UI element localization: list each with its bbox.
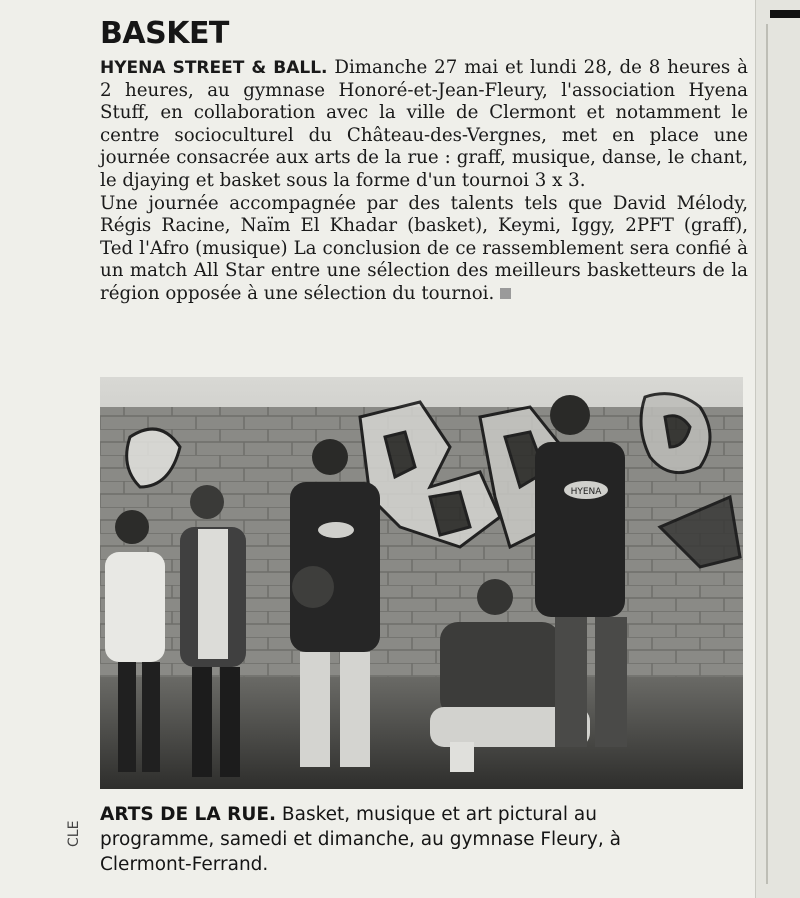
shirt-logo: HYENA xyxy=(570,487,602,497)
article-lead: HYENA STREET & BALL. xyxy=(100,58,328,78)
column-divider xyxy=(766,24,768,884)
section-kicker: BASKET xyxy=(100,16,229,51)
article xyxy=(100,16,748,306)
article-paragraph-1-text: Dimanche 27 mai et lundi 28, de 8 heures à 2 heures, au gymnase Honoré-et-Jean-Fleury, l'association Hyena Stuff, en collaboration avec la ville de Clermont et notamment le centre socioculturel du Château-des-Vergnes, met en place une journée consacrée aux arts de la rue : graff, musique, danse, le chant, le djaying et basket sous la forme d'un tournoi 3 x 3. xyxy=(100,57,748,191)
article-paragraph-1 xyxy=(100,57,748,193)
end-mark-icon xyxy=(500,288,511,299)
group-photo xyxy=(100,377,743,789)
adjacent-article-bleed xyxy=(150,0,750,14)
photo-credit: CLE xyxy=(66,820,82,848)
article-paragraph-2-text: Une journée accompagnée par des talents tels que David Mélody, Régis Racine, Naïm El Khadar (basket), Keymi, Iggy, 2PFT (graff), Ted l'Afro (musique) La conclusion de ce rassemblement sera confié à un match All Star entre une sélection des meilleurs basketteurs de la région opposée à une sélection du tournoi. xyxy=(100,192,748,304)
article-paragraph-2 xyxy=(100,193,748,306)
caption-text: Basket, musique et art pictural au programme, samedi et dimanche, au gymnase Fleury, à Clermont-Ferrand. xyxy=(100,804,621,875)
caption-lead: ARTS DE LA RUE. xyxy=(100,804,277,825)
column-rule-bar xyxy=(770,10,800,18)
photo-caption xyxy=(100,802,660,877)
adjacent-column xyxy=(755,0,800,898)
basketball-icon xyxy=(292,566,334,608)
group-photo-illustration xyxy=(100,377,743,789)
